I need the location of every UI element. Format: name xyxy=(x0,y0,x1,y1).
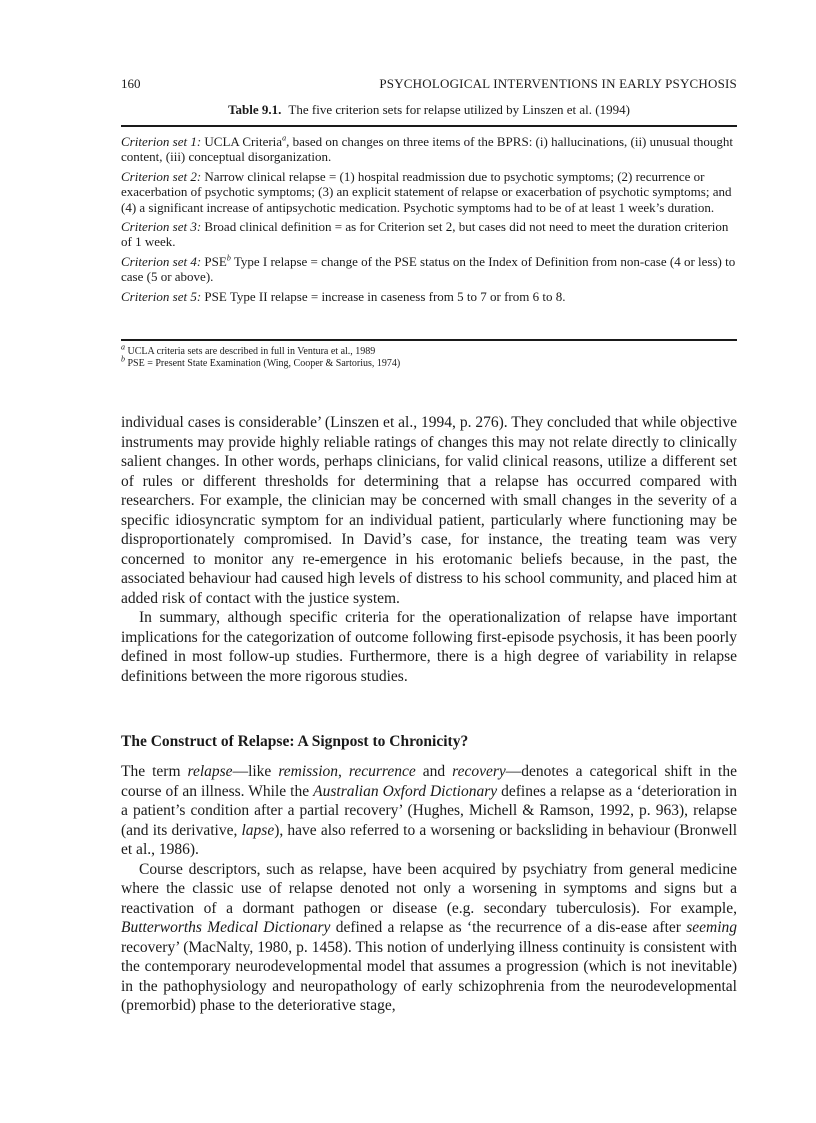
table-caption-text: The five criterion sets for relapse utilized by Linszen et al. (1994) xyxy=(288,102,630,117)
footnote-b: $^b$ PSE = Present State Examination (Wing, Cooper & Sartorius, 1974) xyxy=(121,354,401,369)
criterion-table xyxy=(121,134,737,308)
body-block-1 xyxy=(121,413,737,686)
table-bottom-rule xyxy=(121,339,737,341)
paragraph-3: The term relapse—like remission, recurrence and recovery—denotes a categorical shift in the course of an illness. While the Australian Oxford Dictionary defines a relapse as a ‘deterioration in a patient’s condition after a partial recovery’ (Hughes, Michell & Ramson, 1992, p. 963), relapse (and its derivative, lapse), have also referred to a worsening or backsliding in behaviour (Bronwell et al., 1986). xyxy=(121,763,737,858)
criterion-name: Criterion set 4: xyxy=(121,253,202,269)
table-footnotes xyxy=(121,342,737,370)
paragraph-2: In summary, although specific criteria for the operationalization of relapse have important implications for the categorization of outcome following first-episode psychosis, it has been poorly defined in most follow-up studies. Furthermore, there is a high degree of variability in relapse definitions between the more rigorous studies. xyxy=(121,609,737,685)
criterion-name: Criterion set 2: xyxy=(121,168,202,184)
table-caption xyxy=(121,102,737,118)
body-block-2 xyxy=(121,762,737,1016)
section-heading: The Construct of Relapse: A Signpost to Chronicity? xyxy=(121,733,469,750)
criterion-name: Criterion set 3: xyxy=(121,219,202,235)
criterion-name: Criterion set 5: xyxy=(121,288,202,304)
criterion-row-1: Criterion set 1: UCLA Criteria$^a$, based on changes on three items of the BPRS: (i) hallucinations, (ii) unusual thought content, (iii) conceptual disorganization. xyxy=(121,133,734,165)
page-number: 160 xyxy=(121,76,141,91)
criterion-name: Criterion set 1: xyxy=(121,134,202,149)
running-title: PSYCHOLOGICAL INTERVENTIONS IN EARLY PSYCHOSIS xyxy=(379,76,737,91)
paragraph-4: Course descriptors, such as relapse, have been acquired by psychiatry from general medicine where the classic use of relapse denoted not only a worsening in symptoms and signs but a reactivation of a dormant pathogen or disease (e.g. secondary tuberculosis). For example, Butterworths Medical Dictionary defined a relapse as ‘the recurrence of a dis-ease after seeming recovery’ (MacNalty, 1980, p. 1458). This notion of underlying illness continuity is consistent with the contemporary neurodevelopmental model that assumes a progression (which is not inevitable) in the pathophysiology and neuropathology of early schizophrenia from the neurodevelopmental (premorbid) phase to the deteriorative stage, xyxy=(121,860,737,1014)
criterion-row-5: Criterion set 5: PSE Type II relapse = increase in caseness from 5 to 7 or from 6 to 8. xyxy=(121,288,566,304)
table-top-rule xyxy=(121,125,737,127)
criterion-row-2: Criterion set 2: Narrow clinical relapse = (1) hospital readmission due to psychotic symptoms; (2) recurrence or exacerbation of psychotic symptoms; (3) an explicit statement of relapse or exacerbation of psychotic symptoms; and (4) a significant increase of antipsychotic medication. Psychotic symptoms had to be of at least 1 week’s duration. xyxy=(121,168,732,215)
table-label: Table 9.1. xyxy=(228,102,282,117)
criterion-row-4: Criterion set 4: PSE$^b$ Type I relapse = change of the PSE status on the Index of Definition from non-case (4 or less) to case (5 or above). xyxy=(121,253,736,285)
footnote-a: $^a$ UCLA criteria sets are described in full in Ventura et al., 1989 xyxy=(121,342,376,357)
criterion-row-3: Criterion set 3: Broad clinical definition = as for Criterion set 2, but cases did not need to meet the duration criterion of 1 week. xyxy=(121,219,729,250)
paragraph-1: individual cases is considerable’ (Linszen et al., 1994, p. 276). They concluded that while objective instruments may provide highly reliable ratings of changes this may not relate directly to clinically salient changes. In other words, perhaps clinicians, for valid clinical reasons, utilize a different set of rules or different thresholds for determining that a relapse has occurred compared with researchers. For example, the clinician may be concerned with small changes in the severity of a specific idiosyncratic symptom for an individual patient, particularly where functioning may be disproportionately compromised. In David’s case, for instance, the treating team was very concerned to monitor any re-emergence in his erotomanic beliefs because, in the past, the associated behaviour had caused high levels of distress to his school community, and placed him at added risk of contact with the justice system. xyxy=(121,414,737,607)
